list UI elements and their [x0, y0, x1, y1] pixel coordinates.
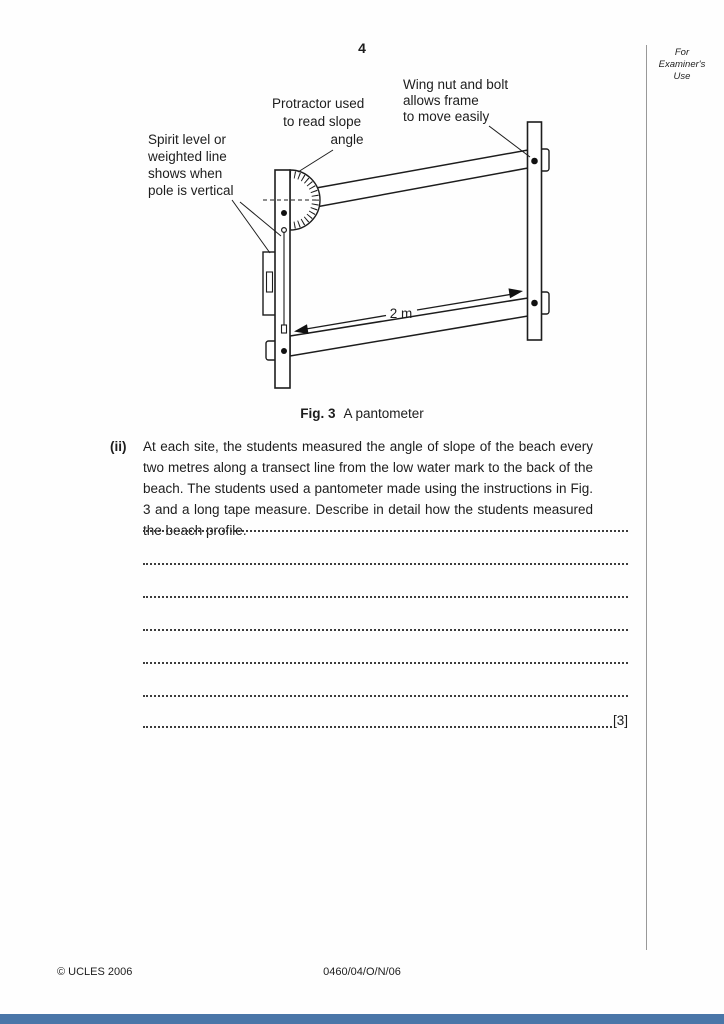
right-pole — [528, 122, 542, 340]
bolt-left-bottom — [281, 348, 287, 354]
examiner-note-line: Use — [673, 71, 691, 82]
answer-line[interactable] — [143, 532, 628, 565]
plumb-pivot — [282, 228, 287, 233]
answer-line[interactable] — [143, 631, 628, 664]
question-part-label: (ii) — [110, 439, 127, 454]
examiner-note-line: Examiner's — [658, 59, 706, 70]
label-spirit-level: Spirit level or weighted line shows when pole is vertical — [148, 132, 234, 198]
answer-line-dots[interactable] — [143, 695, 612, 728]
plumb-weight — [282, 325, 287, 333]
marks-badge: [3] — [612, 713, 628, 728]
upper-bar — [316, 150, 528, 207]
leader-wing-nut — [489, 126, 530, 157]
examiner-note-line: For — [674, 47, 690, 58]
answer-line[interactable] — [143, 499, 628, 532]
paper-code: 0460/04/O/N/06 — [323, 966, 401, 978]
page-number: 4 — [358, 40, 366, 56]
figure-caption-title: A pantometer — [343, 406, 424, 421]
page-footer — [0, 966, 724, 986]
wing-nut-bolt-top — [531, 158, 538, 165]
answer-line[interactable] — [143, 598, 628, 631]
copyright-text: © UCLES 2006 — [57, 966, 133, 978]
spirit-level-window — [267, 272, 273, 292]
answer-line-last[interactable] — [143, 697, 628, 728]
leader-protractor — [298, 150, 333, 172]
label-protractor: Protractor used to read slope angle — [271, 96, 365, 147]
span-label: 2 m — [389, 306, 413, 321]
span-arrowhead-right — [509, 288, 524, 298]
question-text: At each site, the students measured the angle of slope of the beach every two metres along a transect line from the low water mark to the back of the beach. The students used a pantometer made using the instructions in Fig. 3 and a long tape measure. Describe in detail how the students measured the beach profile. — [143, 439, 593, 538]
answer-line[interactable] — [143, 664, 628, 697]
answer-lines — [143, 499, 628, 728]
bottom-bar — [0, 1014, 724, 1024]
answer-line[interactable] — [143, 565, 628, 598]
span-arrowhead-left — [294, 324, 309, 334]
wing-nut-bolt-bottom — [531, 300, 538, 307]
label-wing-nut: Wing nut and bolt allows frame to move easily — [403, 77, 509, 124]
figure-caption — [0, 406, 724, 421]
leader-spirit-level-1 — [232, 200, 270, 253]
left-pole — [275, 170, 290, 388]
pantometer-diagram — [0, 0, 724, 430]
bolt-left-top — [281, 210, 287, 216]
figure-caption-number: Fig. 3 — [300, 406, 336, 421]
